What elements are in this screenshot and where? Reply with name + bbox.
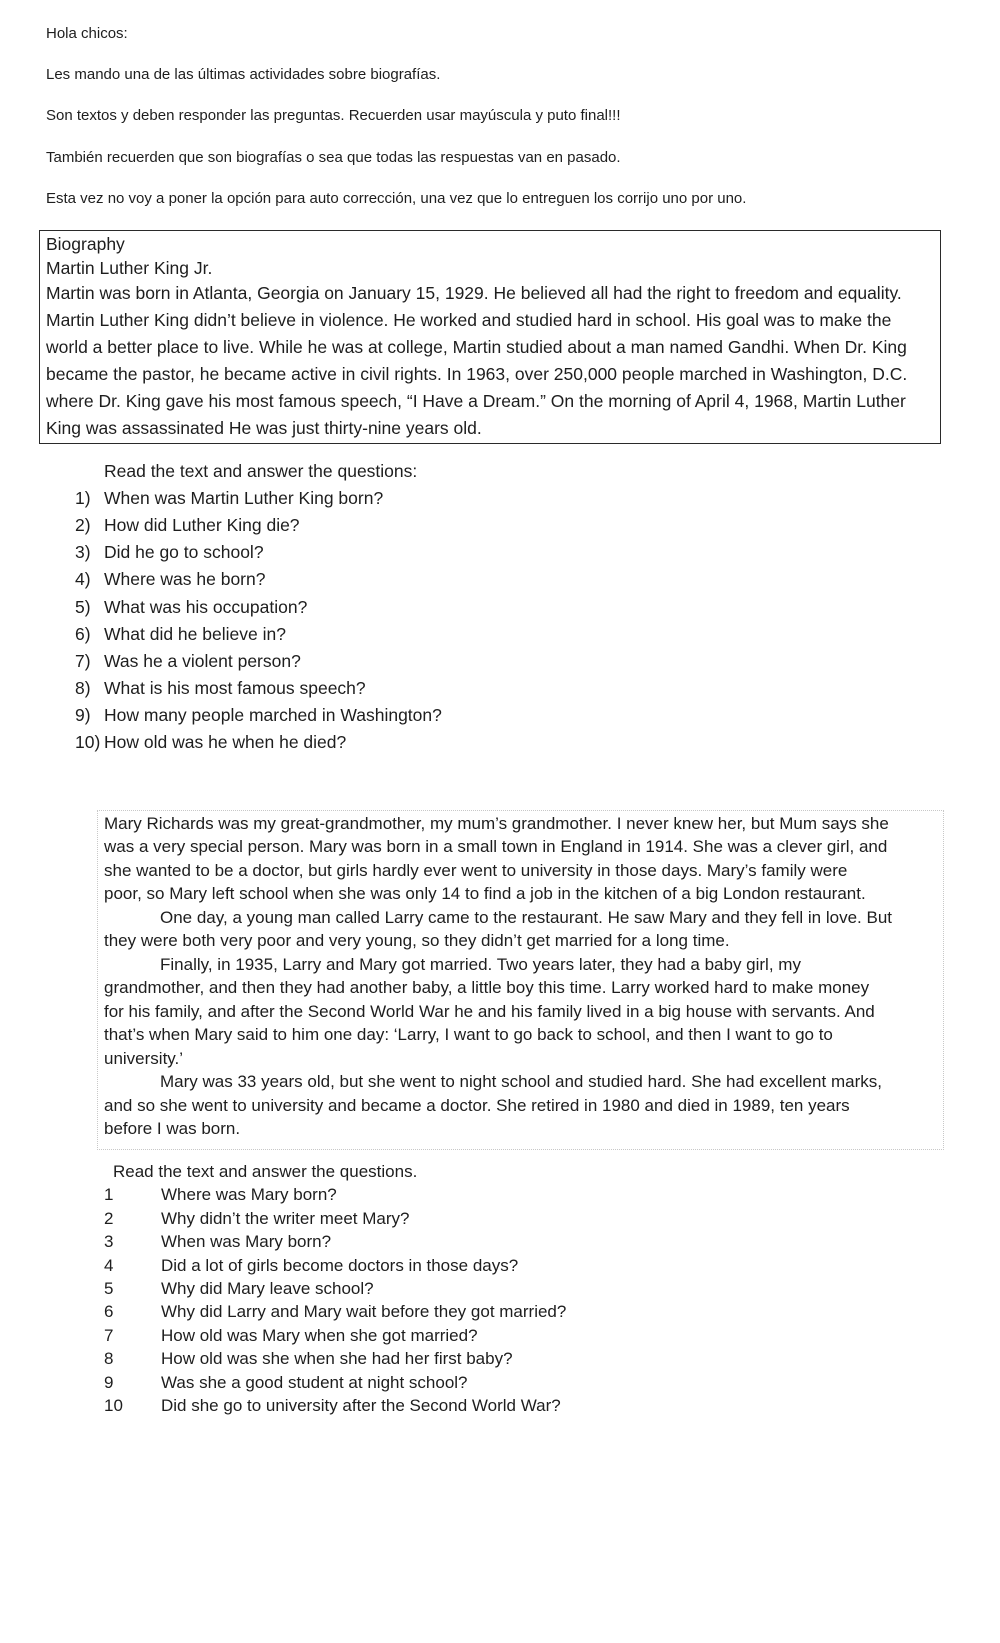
question-number: 10) xyxy=(75,732,101,752)
question-number: 8 xyxy=(104,1349,114,1368)
question-number: 9 xyxy=(104,1373,114,1392)
story-text-line: One day, a young man called Larry came to the restaurant. He saw Mary and they fell in love. But xyxy=(160,908,893,927)
question-number: 1 xyxy=(104,1185,114,1204)
question-text: What was his occupation? xyxy=(104,597,308,617)
question-number: 6 xyxy=(104,1302,114,1321)
story-text-line: grandmother, and then they had another baby, a little boy this time. Larry worked hard to make money xyxy=(104,978,870,997)
question-number: 9) xyxy=(75,705,91,725)
biography-text-line: world a better place to live. While he was at college, Martin studied about a man named Gandhi. When Dr. King xyxy=(46,337,907,357)
story-text-line: for his family, and after the Second World War he and his family lived in a big house with servants. And xyxy=(104,1002,875,1021)
intro-line: Esta vez no voy a poner la opción para auto corrección, una vez que lo entreguen los corrijo uno por uno. xyxy=(46,190,747,207)
question-text: When was Mary born? xyxy=(161,1232,332,1251)
questions-heading: Read the text and answer the questions. xyxy=(113,1162,418,1181)
question-text: How did Luther King die? xyxy=(104,515,300,535)
question-number: 2 xyxy=(104,1209,114,1228)
story-text-line: before I was born. xyxy=(104,1119,241,1138)
question-text: Did she go to university after the Second World War? xyxy=(161,1396,561,1415)
biography-text-line: became the pastor, he became active in civil rights. In 1963, over 250,000 people marched in Washington, D.C. xyxy=(46,364,908,384)
question-text: Why didn’t the writer meet Mary? xyxy=(161,1209,410,1228)
intro-line: Les mando una de las últimas actividades sobre biografías. xyxy=(46,66,441,83)
question-number: 6) xyxy=(75,624,91,644)
question-text: Where was Mary born? xyxy=(161,1185,337,1204)
story-text-line: she wanted to be a doctor, but girls hardly ever went to university in those days. Mary’s family were xyxy=(104,861,848,880)
question-number: 8) xyxy=(75,678,91,698)
question-text: Where was he born? xyxy=(104,569,266,589)
biography-text-line: where Dr. King gave his most famous speech, “I Have a Dream.” On the morning of April 4, 1968, Martin Luther xyxy=(46,391,906,411)
question-text: When was Martin Luther King born? xyxy=(104,488,384,508)
question-number: 5) xyxy=(75,597,91,617)
question-text: Was she a good student at night school? xyxy=(161,1373,468,1392)
biography-text-line: Martin was born in Atlanta, Georgia on January 15, 1929. He believed all had the right to freedom and equality. xyxy=(46,283,902,303)
question-number: 4) xyxy=(75,569,91,589)
question-number: 3 xyxy=(104,1232,114,1251)
question-text: What did he believe in? xyxy=(104,624,286,644)
story-text-line: they were both very poor and very young, so they didn’t get married for a long time. xyxy=(104,931,730,950)
question-text: How old was she when she had her first baby? xyxy=(161,1349,513,1368)
question-number: 10 xyxy=(104,1396,123,1415)
question-text: Why did Larry and Mary wait before they got married? xyxy=(161,1302,567,1321)
question-text: What is his most famous speech? xyxy=(104,678,366,698)
question-number: 7 xyxy=(104,1326,114,1345)
question-number: 4 xyxy=(104,1256,114,1275)
question-number: 5 xyxy=(104,1279,114,1298)
story-text-line: Finally, in 1935, Larry and Mary got married. Two years later, they had a baby girl, my xyxy=(160,955,801,974)
question-number: 2) xyxy=(75,515,91,535)
intro-line: Son textos y deben responder las preguntas. Recuerden usar mayúscula y puto final!!! xyxy=(46,107,621,124)
story-text-line: and so she went to university and became a doctor. She retired in 1980 and died in 1989, ten years xyxy=(104,1096,850,1115)
question-text: How old was he when he died? xyxy=(104,732,347,752)
story-text-line: university.’ xyxy=(104,1049,184,1068)
biography-text-line: Martin Luther King didn’t believe in violence. He worked and studied hard in school. His goal was to make the xyxy=(46,310,892,330)
question-number: 1) xyxy=(75,488,91,508)
story-text-line: that’s when Mary said to him one day: ‘Larry, I want to go back to school, and then I want to go to xyxy=(104,1025,833,1044)
story-text-line: Mary was 33 years old, but she went to night school and studied hard. She had excellent marks, xyxy=(160,1072,882,1091)
story-text-line: poor, so Mary left school when she was only 14 to find a job in the kitchen of a big London restaurant. xyxy=(104,884,866,903)
question-text: How old was Mary when she got married? xyxy=(161,1326,478,1345)
question-text: How many people marched in Washington? xyxy=(104,705,442,725)
story-text-line: was a very special person. Mary was born in a small town in England in 1914. She was a clever girl, and xyxy=(104,837,888,856)
biography-title: Martin Luther King Jr. xyxy=(46,258,213,278)
question-text: Why did Mary leave school? xyxy=(161,1279,374,1298)
intro-greeting: Hola chicos: xyxy=(46,25,128,42)
intro-line: También recuerden que son biografías o sea que todas las respuestas van en pasado. xyxy=(46,149,621,166)
question-text: Did he go to school? xyxy=(104,542,264,562)
question-text: Was he a violent person? xyxy=(104,651,301,671)
biography-text-line: King was assassinated He was just thirty-nine years old. xyxy=(46,418,482,438)
story-text-line: Mary Richards was my great-grandmother, my mum’s grandmother. I never knew her, but Mum says she xyxy=(104,814,889,833)
biography-label: Biography xyxy=(46,234,125,254)
question-number: 7) xyxy=(75,651,91,671)
questions-heading: Read the text and answer the questions: xyxy=(104,461,418,481)
question-text: Did a lot of girls become doctors in those days? xyxy=(161,1256,519,1275)
question-number: 3) xyxy=(75,542,91,562)
